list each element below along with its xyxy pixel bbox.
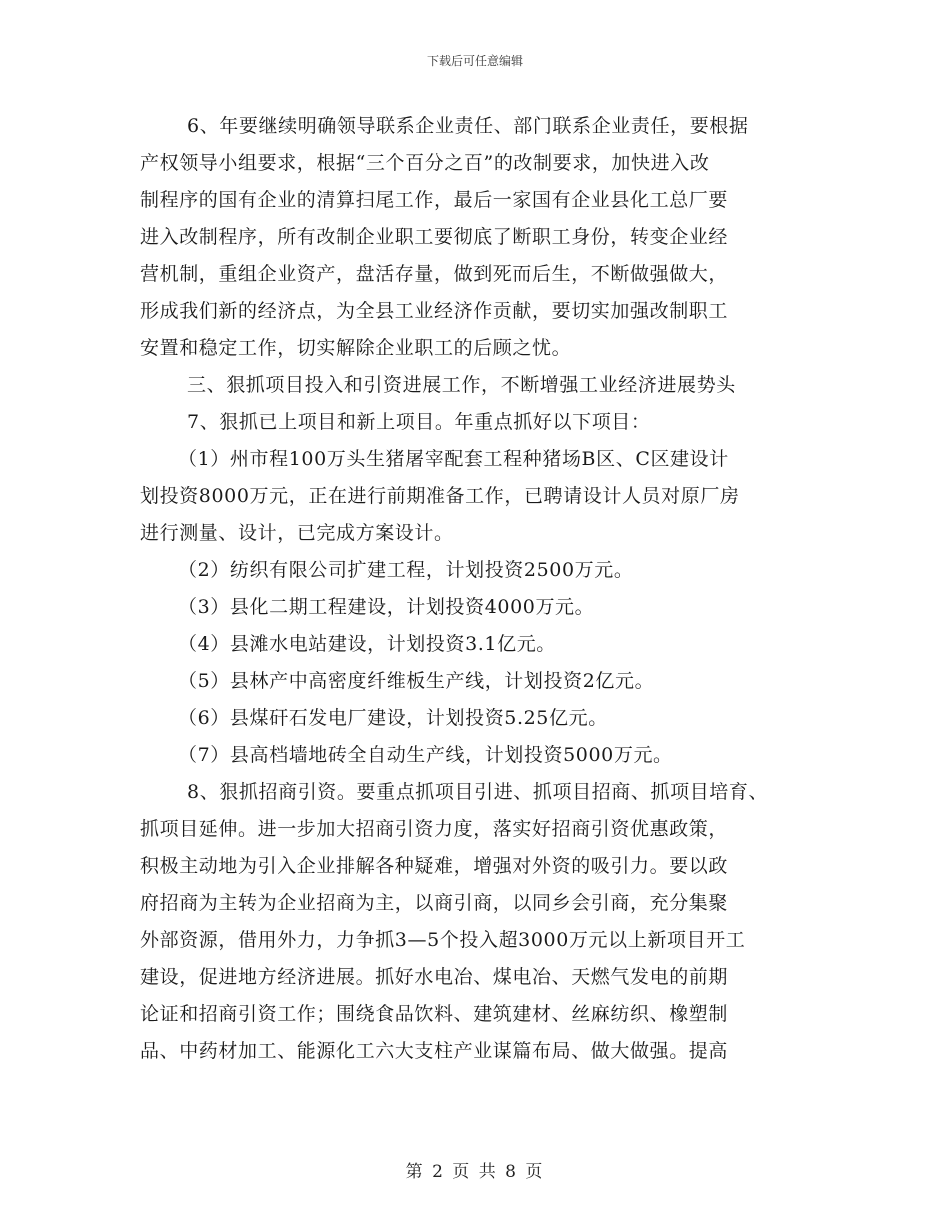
list-item: （2）纺织有限公司扩建工程，计划投资2500万元。 xyxy=(178,559,634,581)
page-footer: 第 2 页 共 8 页 xyxy=(405,1162,545,1182)
text-line: 形成我们新的经济点，为全县工业经济作贡献，要切实加强改制职工 xyxy=(140,300,729,322)
text-line: 制程序的国有企业的清算扫尾工作，最后一家国有企业县化工总厂要 xyxy=(140,189,729,211)
text-line: 产权领导小组要求，根据“三个百分之百”的改制要求，加快进入改 xyxy=(140,152,710,174)
text-line: 府招商为主转为企业招商为主，以商引商，以同乡会引商，充分集聚 xyxy=(140,892,729,914)
list-item: （6）县煤矸石发电厂建设，计划投资5.25亿元。 xyxy=(178,707,608,729)
text-line: 营机制，重组企业资产，盘活存量，做到死而后生，不断做强做大， xyxy=(140,263,729,285)
document-body xyxy=(140,108,830,1070)
section-heading: 三、狠抓项目投入和引资进展工作，不断增强工业经济进展势头 xyxy=(187,374,736,396)
text-line: 安置和稳定工作，切实解除企业职工的后顾之忧。 xyxy=(140,337,572,359)
list-item: （5）县林产中高密度纤维板生产线，计划投资2亿元。 xyxy=(178,670,655,692)
text-line: 进行测量、设计，已完成方案设计。 xyxy=(140,522,454,544)
text-line: 品、中药材加工、能源化工六大支柱产业谋篇布局、做大做强。提高 xyxy=(140,1040,729,1062)
list-item: （3）县化二期工程建设，计划投资4000万元。 xyxy=(178,596,595,618)
text-line: 进入改制程序，所有改制企业职工要彻底了断职工身份，转变企业经 xyxy=(140,226,729,248)
text-line: 划投资8000万元，正在进行前期准备工作，已聘请设计人员对原厂房 xyxy=(140,485,740,507)
text-line: 外部资源，借用外力，力争抓3—5个投入超3000万元以上新项目开工 xyxy=(140,929,746,951)
text-line: 8、狠抓招商引资。要重点抓项目引进、抓项目招商、抓项目培育、 xyxy=(187,781,769,803)
list-item: （7）县高档墙地砖全自动生产线，计划投资5000万元。 xyxy=(178,744,673,766)
text-line: 7、狠抓已上项目和新上项目。年重点抓好以下项目： xyxy=(187,411,651,433)
text-line: 抓项目延伸。进一步加大招商引资力度，落实好招商引资优惠政策， xyxy=(140,818,729,840)
list-item: （4）县滩水电站建设，计划投资3.1亿元。 xyxy=(178,633,556,655)
list-item: （1）州市程100万头生猪屠宰配套工程种猪场B区、C区建设计 xyxy=(178,448,729,470)
text-line: 论证和招商引资工作；围绕食品饮料、建筑建材、丝麻纺织、橡塑制 xyxy=(140,1003,729,1025)
text-line: 6、年要继续明确领导联系企业责任、部门联系企业责任，要根据 xyxy=(187,115,749,137)
text-line: 积极主动地为引入企业排解各种疑难，增强对外资的吸引力。要以政 xyxy=(140,855,729,877)
page-header: 下载后可任意编辑 xyxy=(426,54,523,68)
text-line: 建设，促进地方经济进展。抓好水电冶、煤电冶、天燃气发电的前期 xyxy=(140,966,729,988)
